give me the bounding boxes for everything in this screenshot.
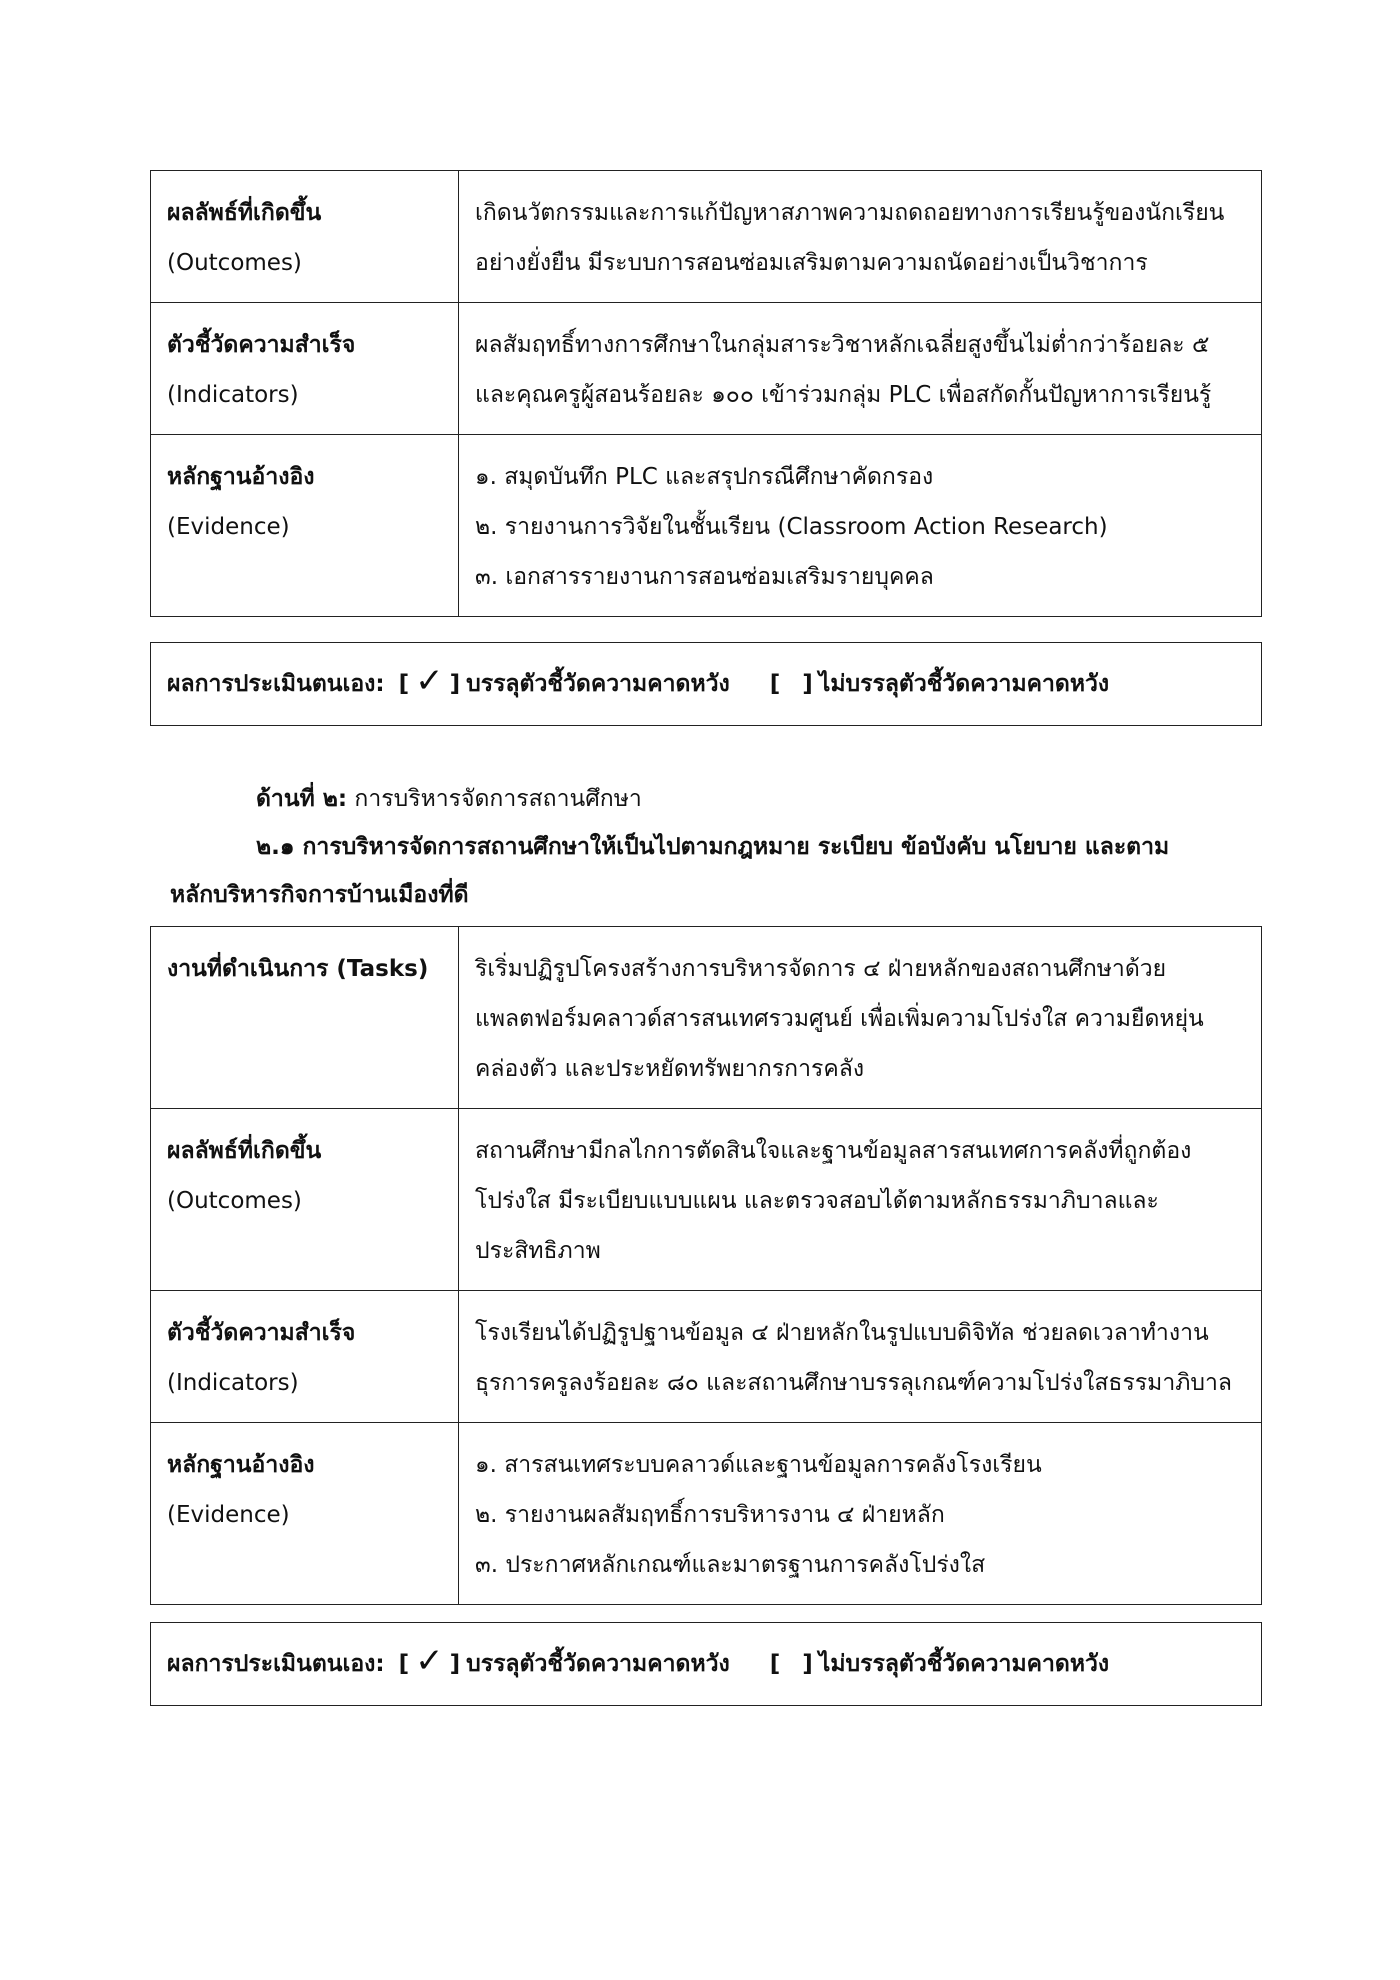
- row-content: [459, 303, 1262, 435]
- row-header: [151, 1423, 459, 1605]
- row-header-thai: ตัวชี้วัดความสำเร็จ: [167, 332, 356, 358]
- row-header: [151, 1291, 459, 1423]
- content-line: สถานศึกษามีกลไกการตัดสินใจและฐานข้อมูลสารสนเทศการคลังที่ถูกต้อง: [475, 1138, 1192, 1164]
- section-name: การบริหารจัดการสถานศึกษา: [354, 786, 642, 812]
- row-header-thai: ผลลัพธ์ที่เกิดขึ้น: [167, 200, 322, 226]
- row-header-english: (Indicators): [167, 382, 299, 408]
- row-content: [459, 435, 1262, 617]
- content-line: โรงเรียนได้ปฏิรูปฐานข้อมูล ๔ ฝ่ายหลักในรูปแบบดิจิทัล ช่วยลดเวลาทำงาน: [475, 1320, 1209, 1346]
- section-title: [150, 775, 1262, 823]
- row-header-thai: ตัวชี้วัดความสำเร็จ: [167, 1320, 356, 1346]
- row-header-thai: หลักฐานอ้างอิง: [167, 464, 315, 490]
- content-line: ริเริ่มปฏิรูปโครงสร้างการบริหารจัดการ ๔ ฝ่ายหลักของสถานศึกษาด้วย: [475, 956, 1167, 982]
- row-content: [459, 927, 1262, 1109]
- self-assessment-box: ผลการประเมินตนเอง: [ ✓ ] บรรลุตัวชี้วัดความคาดหวัง [ ] ไม่บรรลุตัวชี้วัดความคาดหวัง: [150, 642, 1262, 726]
- content-line: ๒. รายงานการวิจัยในชั้นเรียน (Classroom Action Research): [475, 514, 1108, 540]
- assessment-label: ผลการประเมินตนเอง:: [167, 1651, 385, 1677]
- row-header-thai: ผลลัพธ์ที่เกิดขึ้น: [167, 1138, 322, 1164]
- table-row: [151, 1109, 1262, 1291]
- content-line: โปร่งใส มีระเบียบแบบแผน และตรวจสอบได้ตามหลักธรรมาภิบาลและ: [475, 1188, 1159, 1214]
- row-header-thai: งานที่ดำเนินการ (Tasks): [167, 956, 429, 982]
- row-header-english: (Evidence): [167, 514, 290, 540]
- table-row: [151, 1291, 1262, 1423]
- row-header-english: (Indicators): [167, 1370, 299, 1396]
- table-results-1: [150, 170, 1262, 617]
- content-line: ๒. รายงานผลสัมฤทธิ์การบริหารงาน ๔ ฝ่ายหลัก: [475, 1502, 945, 1528]
- table-row: [151, 171, 1262, 303]
- row-header-english: (Evidence): [167, 1502, 290, 1528]
- table-row: [151, 927, 1262, 1109]
- content-line: ผลสัมฤทธิ์ทางการศึกษาในกลุ่มสาระวิชาหลักเฉลี่ยสูงขึ้นไม่ต่ำกว่าร้อยละ ๕: [475, 332, 1210, 358]
- table-row: [151, 1423, 1262, 1605]
- subsection-title-line2: หลักบริหารกิจการบ้านเมืองที่ดี: [170, 882, 469, 908]
- content-line: ประสิทธิภาพ: [475, 1238, 601, 1264]
- row-header: [151, 927, 459, 1109]
- content-line: ๑. สมุดบันทึก PLC และสรุปกรณีศึกษาคัดกรอง: [475, 464, 934, 490]
- subsection-title-line1: ๒.๑ การบริหารจัดการสถานศึกษาให้เป็นไปตามกฎหมาย ระเบียบ ข้อบังคับ นโยบาย และตาม: [256, 834, 1170, 860]
- checkbox-empty[interactable]: [ ]: [769, 1651, 813, 1677]
- option-not-met: ไม่บรรลุตัวชี้วัดความคาดหวัง: [818, 1651, 1110, 1677]
- row-header: [151, 171, 459, 303]
- check-mark-icon[interactable]: ✓: [415, 661, 444, 701]
- option-met: บรรลุตัวชี้วัดความคาดหวัง: [466, 1651, 730, 1677]
- content-line: ธุรการครูลงร้อยละ ๘๐ และสถานศึกษาบรรลุเกณฑ์ความโปร่งใสธรรมาภิบาล: [475, 1370, 1233, 1396]
- row-content: [459, 1109, 1262, 1291]
- row-header-english: (Outcomes): [167, 250, 302, 276]
- row-content: [459, 1291, 1262, 1423]
- content-line: ๑. สารสนเทศระบบคลาวด์และฐานข้อมูลการคลังโรงเรียน: [475, 1452, 1042, 1478]
- content-line: และคุณครูผู้สอนร้อยละ ๑๐๐ เข้าร่วมกลุ่ม PLC เพื่อสกัดกั้นปัญหาการเรียนรู้: [475, 382, 1212, 408]
- self-assessment-box: ผลการประเมินตนเอง: [ ✓ ] บรรลุตัวชี้วัดความคาดหวัง [ ] ไม่บรรลุตัวชี้วัดความคาดหวัง: [150, 1622, 1262, 1706]
- content-line: ๓. เอกสารรายงานการสอนซ่อมเสริมรายบุคคล: [475, 564, 934, 590]
- row-header-english: (Outcomes): [167, 1188, 302, 1214]
- option-met: บรรลุตัวชี้วัดความคาดหวัง: [466, 671, 730, 697]
- content-line: อย่างยั่งยืน มีระบบการสอนซ่อมเสริมตามความถนัดอย่างเป็นวิชาการ: [475, 250, 1148, 276]
- content-line: แพลตฟอร์มคลาวด์สารสนเทศรวมศูนย์ เพื่อเพิ่มความโปร่งใส ความยืดหยุ่น: [475, 1006, 1204, 1032]
- section-number: ด้านที่ ๒:: [256, 786, 348, 812]
- content-line: เกิดนวัตกรรมและการแก้ปัญหาสภาพความถดถอยทางการเรียนรู้ของนักเรียน: [475, 200, 1225, 226]
- row-content: [459, 171, 1262, 303]
- option-not-met: ไม่บรรลุตัวชี้วัดความคาดหวัง: [818, 671, 1110, 697]
- check-mark-icon[interactable]: ✓: [415, 1641, 444, 1681]
- content-line: ๓. ประกาศหลักเกณฑ์และมาตรฐานการคลังโปร่งใส: [475, 1552, 986, 1578]
- table-row: [151, 303, 1262, 435]
- table-row: [151, 435, 1262, 617]
- row-header-thai: หลักฐานอ้างอิง: [167, 1452, 315, 1478]
- checkbox-empty[interactable]: [ ]: [769, 671, 813, 697]
- assessment-label: ผลการประเมินตนเอง:: [167, 671, 385, 697]
- row-header: [151, 435, 459, 617]
- table-results-2: [150, 926, 1262, 1605]
- row-header: [151, 303, 459, 435]
- row-content: [459, 1423, 1262, 1605]
- row-header: [151, 1109, 459, 1291]
- content-line: คล่องตัว และประหยัดทรัพยากรการคลัง: [475, 1056, 865, 1082]
- section-heading: [150, 775, 1262, 919]
